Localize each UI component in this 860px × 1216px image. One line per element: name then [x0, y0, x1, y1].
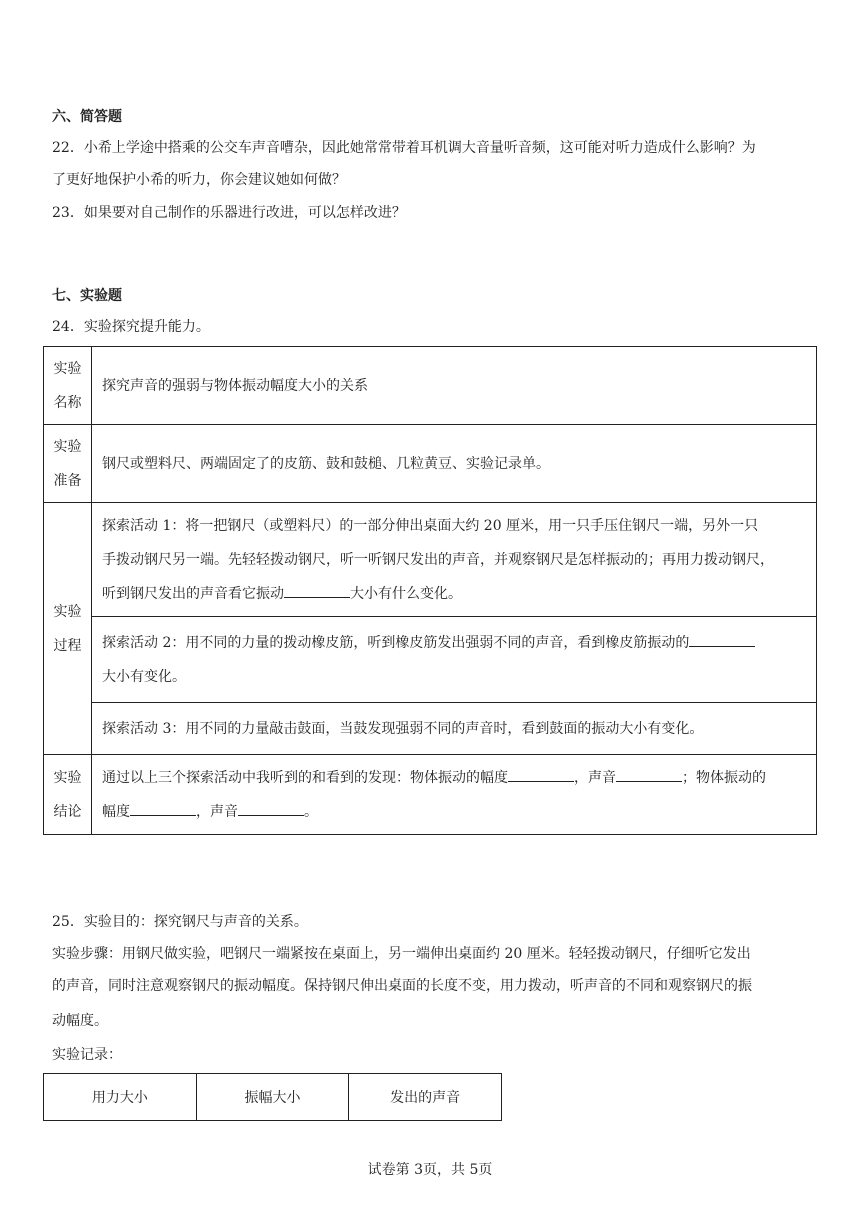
question-25-line-3: 的声音，同时注意观察钢尺的振动幅度。保持钢尺伸出桌面的长度不变，用力拨动，听声音的不同和观察钢尺的振 — [52, 978, 752, 994]
experiment-prep-content: 钢尺或塑料尺、两端固定了的皮筋、鼓和鼓槌、几粒黄豆、实验记录单。 — [92, 425, 817, 503]
activity-1-line-1: 探索活动 1：将一把钢尺（或塑料尺）的一部分伸出桌面大约 20 厘米，用一只手压住钢尺一端，另外一只 — [102, 517, 759, 534]
answer-blank[interactable] — [508, 767, 574, 782]
record-header-amplitude: 振幅大小 — [196, 1074, 349, 1121]
activity-1-content — [92, 503, 817, 617]
record-label: 实验记录： — [52, 1047, 122, 1063]
section-7-title: 七、实验题 — [52, 288, 122, 304]
table-row-conclusion — [44, 755, 817, 835]
record-table-header-row — [44, 1074, 502, 1121]
conclusion-content — [92, 755, 817, 835]
activity-1-text-end: 大小有什么变化。 — [350, 585, 462, 602]
activity-1-text: 听到钢尺发出的声音看它振动 — [102, 585, 284, 602]
conclusion-text: 幅度 — [102, 803, 130, 820]
answer-blank[interactable] — [130, 801, 196, 816]
conclusion-line-1 — [102, 761, 810, 795]
question-22-line-2: 了更好地保护小希的听力，你会建议她如何做？ — [52, 172, 346, 188]
label-text: 实验准备 — [53, 438, 82, 489]
conclusion-text: ，声音 — [196, 803, 238, 820]
activity-2-text: 探索活动 2：用不同的力量的拨动橡皮筋，听到橡皮筋发出强弱不同的声音，看到橡皮筋振动的 — [102, 634, 690, 651]
question-23: 23．如果要对自己制作的乐器进行改进，可以怎样改进？ — [52, 205, 406, 221]
label-text: 实验过程 — [53, 603, 82, 654]
page-footer: 试卷第 3页，共 5页 — [367, 1162, 493, 1178]
conclusion-line-2 — [102, 795, 810, 829]
answer-blank[interactable] — [238, 801, 304, 816]
question-25-line-4: 动幅度。 — [52, 1013, 108, 1029]
table-row-process-2 — [44, 617, 817, 703]
activity-1-line-2: 手拨动钢尺另一端。先轻轻拨动钢尺，听一听钢尺发出的声音，并观察钢尺是怎样振动的；再用力拨动钢尺， — [102, 551, 774, 568]
record-table — [43, 1073, 502, 1121]
label-experiment-prep — [44, 425, 92, 503]
experiment-table — [43, 346, 817, 835]
question-25-line-2: 实验步骤：用钢尺做实验，吧钢尺一端紧按在桌面上，另一端伸出桌面约 20 厘米。轻轻拨动钢尺，仔细听它发出 — [52, 946, 751, 962]
answer-blank[interactable] — [616, 767, 682, 782]
activity-2-line-2: 大小有变化。 — [102, 668, 186, 685]
table-row-process-3 — [44, 703, 817, 755]
conclusion-text: ；物体振动的 — [682, 769, 766, 786]
conclusion-text: 。 — [304, 803, 318, 820]
record-header-force: 用力大小 — [44, 1074, 197, 1121]
conclusion-text: 通过以上三个探索活动中我听到的和看到的发现：物体振动的幅度 — [102, 769, 508, 786]
question-22-line-1: 22．小希上学途中搭乘的公交车声音嘈杂，因此她常常带着耳机调大音量听音频，这可能对听力造成什么影响？为 — [52, 140, 756, 156]
conclusion-text: ，声音 — [574, 769, 616, 786]
section-6-title: 六、简答题 — [52, 109, 122, 125]
activity-1-line-3 — [102, 577, 810, 611]
table-row-name — [44, 347, 817, 425]
table-row-prep — [44, 425, 817, 503]
label-experiment-process — [44, 503, 92, 755]
answer-blank[interactable] — [284, 583, 350, 598]
activity-2-content — [92, 617, 817, 703]
label-experiment-name — [44, 347, 92, 425]
experiment-name-content: 探究声音的强弱与物体振动幅度大小的关系 — [92, 347, 817, 425]
question-24-intro: 24．实验探究提升能力。 — [52, 319, 210, 335]
label-experiment-conclusion — [44, 755, 92, 835]
activity-2-line-1 — [102, 626, 810, 660]
label-text: 实验结论 — [53, 769, 82, 820]
label-text: 实验名称 — [53, 360, 82, 411]
table-row-process-1 — [44, 503, 817, 617]
question-25-line-1: 25．实验目的：探究钢尺与声音的关系。 — [52, 914, 308, 930]
answer-blank[interactable] — [689, 632, 755, 647]
record-header-sound: 发出的声音 — [349, 1074, 502, 1121]
activity-3-content: 探索活动 3：用不同的力量敲击鼓面，当鼓发现强弱不同的声音时，看到鼓面的振动大小有变化。 — [92, 703, 817, 755]
